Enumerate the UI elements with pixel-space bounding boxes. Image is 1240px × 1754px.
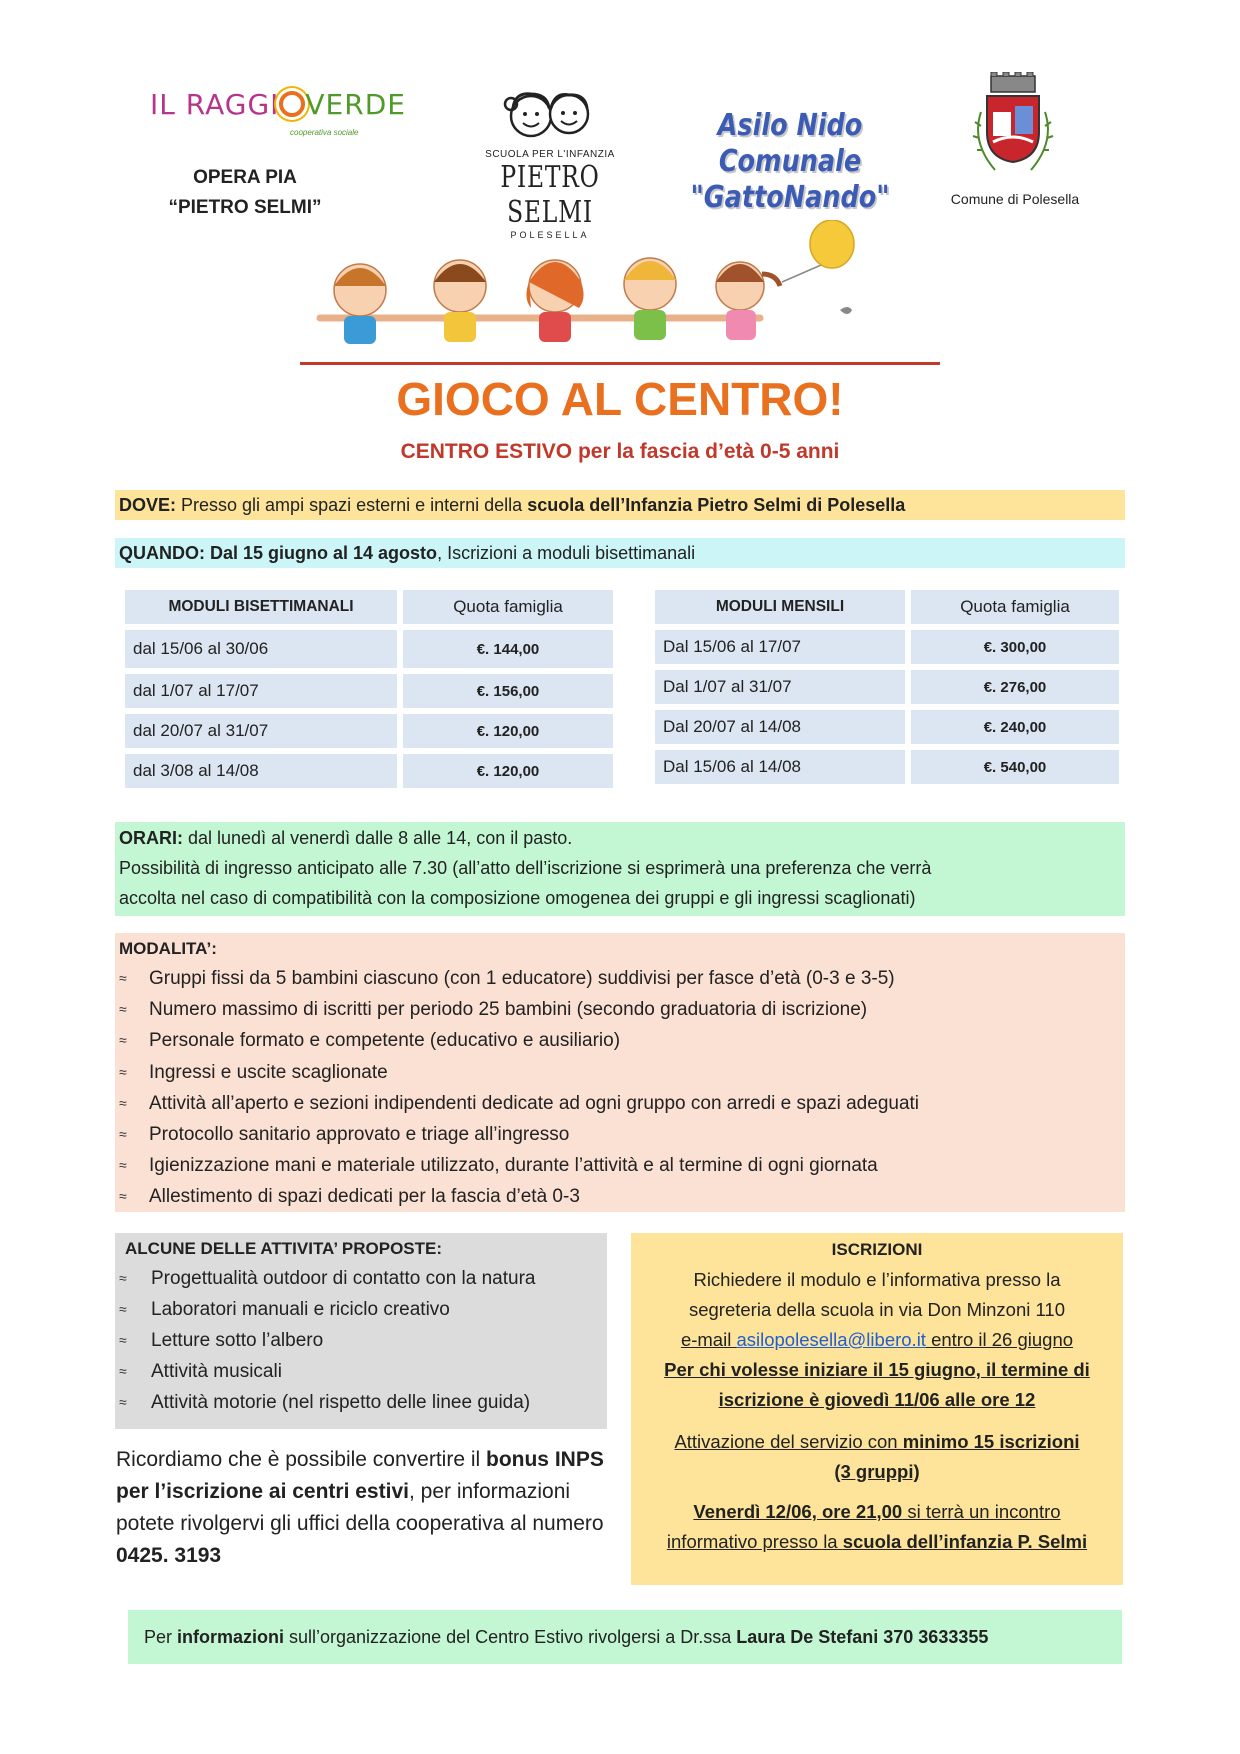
table-cell-price: €. 144,00: [403, 630, 613, 668]
list-item-text: Attività musicali: [151, 1361, 282, 1382]
table-row: [125, 754, 613, 788]
child-3: [526, 260, 583, 342]
quando-section: [115, 538, 1125, 568]
list-item: [119, 1294, 607, 1325]
incontro-text: si terrà un incontro: [902, 1501, 1061, 1522]
child-1: [334, 264, 386, 344]
table-cell-period: Dal 20/07 al 14/08: [655, 710, 905, 744]
page-title: GIOCO AL CENTRO!: [396, 373, 844, 425]
comune-crest-icon: [963, 72, 1063, 182]
bullet-icon: ≈: [119, 1332, 127, 1348]
list-item: [119, 1119, 1121, 1150]
title-divider: [300, 362, 940, 365]
dove-label: DOVE:: [119, 495, 177, 515]
table-cell-period: dal 15/06 al 30/06: [125, 630, 397, 668]
bullet-icon: ≈: [119, 1363, 127, 1379]
list-item: [119, 963, 1121, 994]
list-item: [119, 1088, 1121, 1119]
opera-line-1: OPERA PIA: [193, 167, 297, 188]
raggio-logo-text-verde: VERDE: [305, 88, 406, 121]
raggio-logo-coop: cooperativa sociale: [290, 128, 359, 137]
bisettimanali-table: [119, 584, 619, 794]
table-row: [655, 710, 1119, 744]
child-4: [624, 258, 676, 340]
asilo-line-1: Asilo Nido Comunale: [717, 108, 863, 179]
list-item-text: Laboratori manuali e riciclo creativo: [151, 1299, 450, 1320]
list-item-text: Attività motorie (nel rispetto delle linee guida): [151, 1392, 531, 1413]
raggio-logo-text-il: IL RAGGI: [150, 88, 280, 121]
bullet-icon: ≈: [119, 1188, 127, 1205]
table-cell-price: €. 240,00: [911, 710, 1119, 744]
iscrizioni-deadline-2: iscrizione è giovedì 11/06 alle ore 12: [718, 1389, 1036, 1410]
table-cell-period: Dal 1/07 al 31/07: [655, 670, 905, 704]
pietro-selmi-logo: [470, 86, 630, 240]
sun-icon: [279, 91, 305, 117]
list-item-text: Numero massimo di iscritti per periodo 25 bambini (secondo graduatoria di iscrizione): [149, 999, 868, 1021]
iscrizioni-line-1: Richiedere il modulo e l’informativa presso la: [693, 1269, 1061, 1290]
bullet-icon: ≈: [119, 1126, 127, 1143]
table-cell-price: €. 276,00: [911, 670, 1119, 704]
list-item-text: Igienizzazione mani e materiale utilizzato, durante l’attività e al termine di ogni giornata: [149, 1155, 878, 1177]
list-item-text: Gruppi fissi da 5 bambini ciascuno (con 1 educatore) suddivisi per fasce d’età (0-3 e 3-5): [149, 968, 895, 989]
opera-pia-label: [165, 163, 325, 223]
list-item: [119, 1025, 1121, 1056]
bullet-icon: ≈: [119, 1270, 127, 1286]
table-header-quota: Quota famiglia: [911, 590, 1119, 624]
table-row: [125, 714, 613, 748]
bullet-icon: ≈: [119, 1032, 127, 1049]
attivazione-text: Attivazione del servizio con: [674, 1431, 903, 1452]
list-item: [119, 1387, 607, 1418]
table-header-row: [125, 590, 613, 624]
orari-line-2: Possibilità di ingresso anticipato alle 7.30 (all’atto dell’iscrizione si esprimerà una preferenza che verrà: [119, 858, 932, 878]
list-item-text: Personale formato e competente (educativo e ausiliario): [149, 1030, 621, 1052]
bullet-icon: ≈: [119, 1301, 127, 1317]
table-cell-price: €. 540,00: [911, 750, 1119, 784]
orari-label: ORARI:: [119, 828, 183, 848]
table-row: [655, 670, 1119, 704]
list-item: [119, 1181, 1121, 1212]
bonus-text-1: Ricordiamo che è possibile convertire il: [116, 1448, 486, 1471]
list-item-text: Letture sotto l’albero: [151, 1330, 324, 1351]
attivita-header: ALCUNE DELLE ATTIVITA’ PROPOSTE:: [125, 1239, 443, 1258]
bullet-icon: ≈: [119, 1063, 127, 1080]
footer-text-2: sull’organizzazione del Centro Estivo rivolgersi a Dr.ssa: [284, 1627, 737, 1647]
attivazione-min: minimo 15 iscrizioni: [902, 1431, 1080, 1452]
children-holding-hands-illustration: [300, 220, 900, 365]
child-2: [434, 260, 486, 342]
table-cell-period: dal 3/08 al 14/08: [125, 754, 397, 788]
orari-section: [115, 822, 1125, 916]
iscrizioni-header: ISCRIZIONI: [831, 1240, 923, 1259]
bullet-icon: ≈: [119, 1157, 127, 1174]
opera-line-2: “PIETRO SELMI”: [168, 197, 322, 218]
comune-label: Comune di Polesella: [950, 191, 1080, 207]
iscrizioni-section: [631, 1233, 1123, 1585]
table-header-row: [655, 590, 1119, 624]
table-cell-price: €. 120,00: [403, 714, 613, 748]
list-item: [119, 1150, 1121, 1181]
bonus-phone: 0425. 3193: [116, 1544, 222, 1567]
bonus-highlight: bonus INPS per l’iscrizione ai centri estivi: [116, 1448, 604, 1503]
table-row: [125, 674, 613, 708]
table-cell-price: €. 156,00: [403, 674, 613, 708]
email-link[interactable]: asilopolesella@libero.it: [736, 1329, 926, 1350]
balloon-icon: [810, 220, 854, 268]
orari-line-3: accolta nel caso di compatibilità con la composizione omogenea dei gruppi e gli ingressi scaglionati): [119, 888, 916, 908]
incontro-date: Venerdì 12/06, ore 21,00: [693, 1501, 903, 1522]
selmi-logo-big: PIETRO SELMI: [500, 160, 600, 230]
list-item: [119, 1356, 607, 1387]
bullet-icon: ≈: [119, 1094, 127, 1111]
table-header-moduli: MODULI BISETTIMANALI: [125, 590, 397, 624]
list-item: [119, 994, 1121, 1025]
children-faces-icon: [495, 86, 605, 144]
quando-text: , Iscrizioni a moduli bisettimanali: [437, 543, 696, 563]
bullet-icon: ≈: [119, 1394, 127, 1410]
table-cell-period: Dal 15/06 al 14/08: [655, 750, 905, 784]
bonus-text-2: , per informazioni potete rivolgervi gli uffici della cooperativa al numero: [116, 1480, 604, 1535]
email-suffix: entro il 26 giugno: [925, 1329, 1074, 1350]
list-item: [119, 1057, 1121, 1088]
table-cell-period: dal 20/07 al 31/07: [125, 714, 397, 748]
table-header-moduli: MODULI MENSILI: [655, 590, 905, 624]
bullet-icon: ≈: [119, 1001, 127, 1018]
quando-label: QUANDO:: [119, 543, 205, 563]
list-item: [119, 1263, 607, 1294]
attivazione-gruppi: (3 gruppi): [834, 1461, 920, 1482]
table-header-quota: Quota famiglia: [403, 590, 613, 624]
list-item-text: Allestimento di spazi dedicati per la fascia d’età 0-3: [149, 1186, 580, 1208]
raggio-verde-logo: [150, 88, 420, 148]
table-cell-period: dal 1/07 al 17/07: [125, 674, 397, 708]
table-cell-price: €. 120,00: [403, 754, 613, 788]
attivita-section: [115, 1233, 607, 1429]
dove-section: [115, 490, 1125, 520]
iscrizioni-line-2: segreteria della scuola in via Don Minzoni 110: [688, 1299, 1066, 1320]
list-item-text: Protocollo sanitario approvato e triage all’ingresso: [149, 1124, 570, 1146]
dove-text: Presso gli ampi spazi esterni e interni della: [176, 495, 528, 515]
footer-contact: Laura De Stefani 370 3633355: [736, 1627, 989, 1647]
mensili-table: [649, 584, 1125, 790]
list-item-text: Progettualità outdoor di contatto con la natura: [151, 1268, 536, 1289]
modalita-section: [115, 933, 1125, 1212]
table-row: [655, 750, 1119, 784]
page-subtitle: CENTRO ESTIVO per la fascia d’età 0-5 anni: [400, 440, 840, 463]
list-item: [119, 1325, 607, 1356]
footer-info: [128, 1610, 1122, 1664]
list-item-text: Attività all’aperto e sezioni indipendenti dedicate ad ogni gruppo con arredi e spazi adeguati: [149, 1092, 920, 1114]
incontro-text-2: informativo presso la: [666, 1531, 843, 1552]
iscrizioni-deadline-1: Per chi volesse iniziare il 15 giugno, il termine di: [664, 1359, 1090, 1380]
table-cell-price: €. 300,00: [911, 630, 1119, 664]
table-cell-period: Dal 15/06 al 17/07: [655, 630, 905, 664]
footer-info-label: informazioni: [177, 1627, 285, 1647]
modalita-header: MODALITA’:: [119, 939, 217, 958]
list-item-text: Ingressi e uscite scaglionate: [149, 1061, 388, 1083]
dove-place: scuola dell’Infanzia Pietro Selmi di Polesella: [527, 495, 906, 515]
bonus-inps-note: [116, 1444, 616, 1572]
quando-dates: Dal 15 giugno al 14 agosto: [205, 543, 438, 563]
asilo-nido-logo: [671, 108, 909, 216]
incontro-place: scuola dell’infanzia P. Selmi: [842, 1531, 1088, 1552]
bullet-icon: ≈: [119, 970, 127, 986]
child-5: [716, 262, 780, 340]
selmi-logo-small: SCUOLA PER L'INFANZIA: [485, 149, 615, 160]
asilo-line-2: "GattoNando": [690, 180, 890, 215]
table-row: [125, 630, 613, 668]
email-prefix: e-mail: [680, 1329, 737, 1350]
table-row: [655, 630, 1119, 664]
footer-text-1: Per: [144, 1627, 178, 1647]
selmi-logo-city: POLESELLA: [510, 230, 590, 240]
orari-line-1: dal lunedì al venerdì dalle 8 alle 14, con il pasto.: [183, 828, 573, 848]
